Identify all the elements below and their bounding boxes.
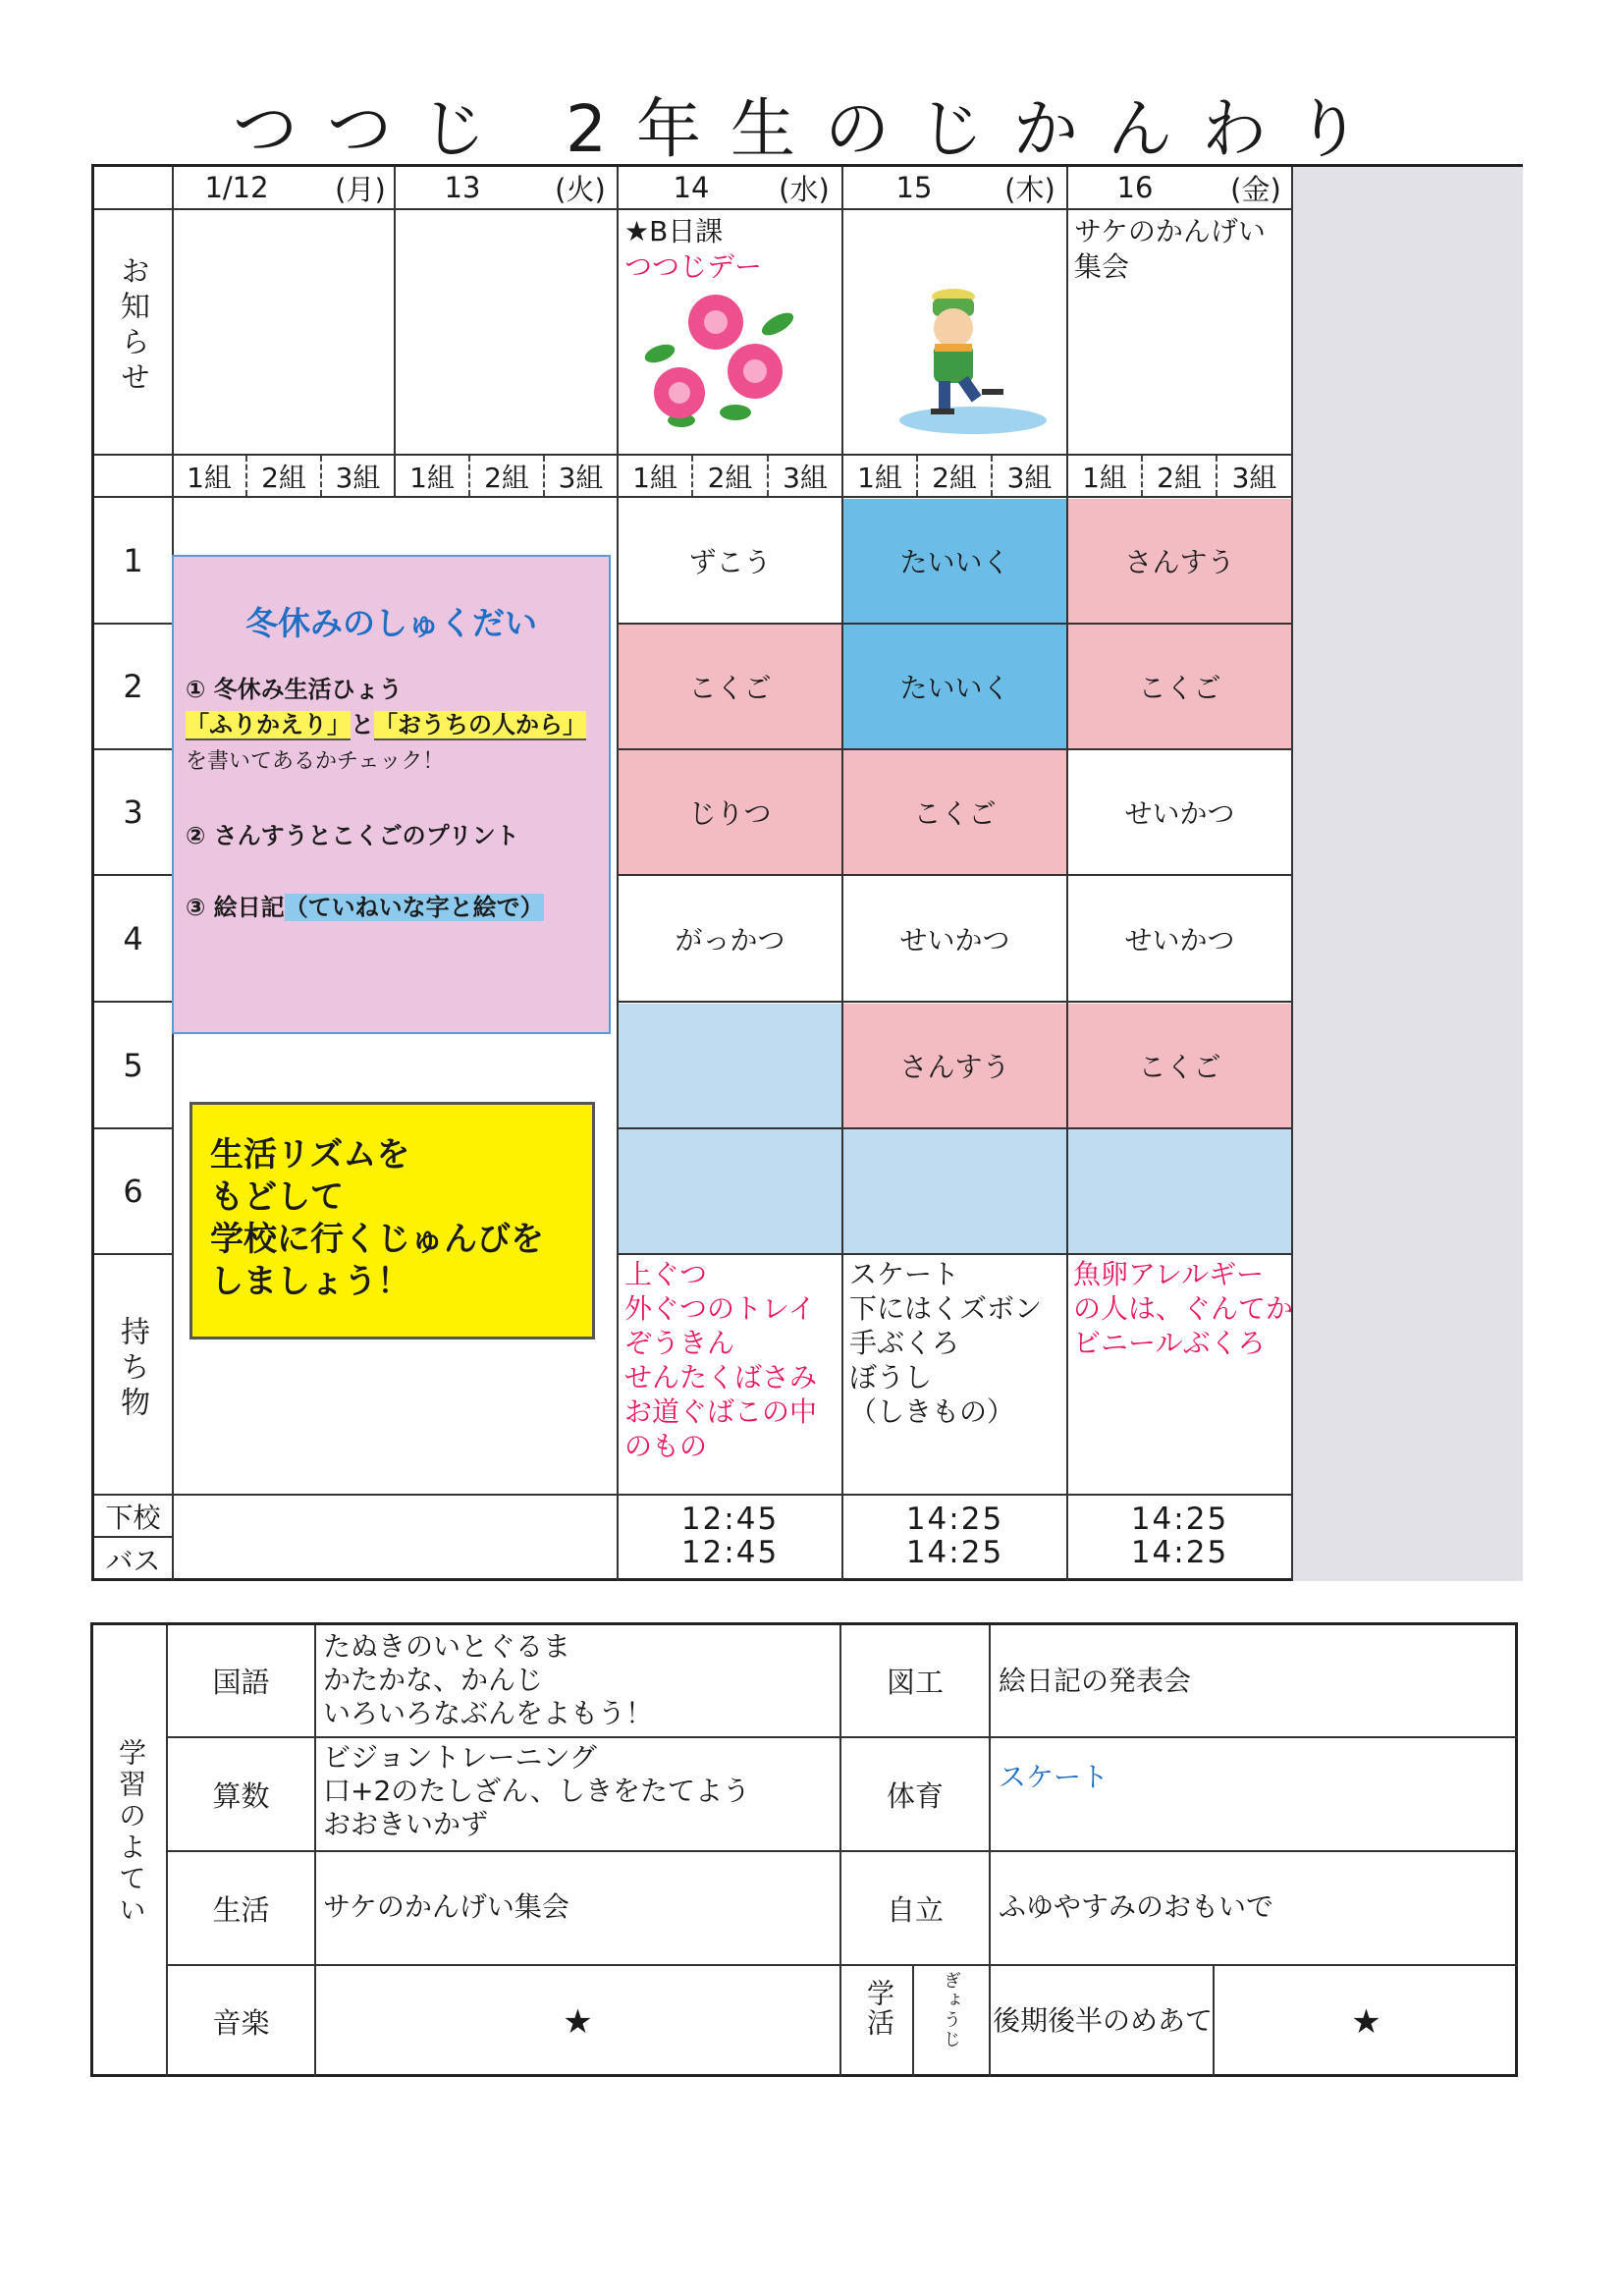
item-thu: 手ぶくろ — [849, 1327, 960, 1359]
kokugo-line: たぬきのいとぐるま — [323, 1630, 571, 1663]
kumi-label: 3組 — [335, 461, 381, 494]
day-dow-mon: (月) — [335, 172, 386, 206]
cell-shade — [1068, 1129, 1291, 1255]
kumi-label: 2組 — [707, 461, 753, 494]
ongaku-star: ★ — [563, 2001, 593, 2042]
item-fri: ビニールぶくろ — [1073, 1327, 1266, 1359]
jiritsu-line: ふゆやすみのおもいで — [999, 1890, 1274, 1923]
dismissal-label: 下校 — [105, 1501, 161, 1534]
sansu-line: おおきいかず — [323, 1808, 489, 1840]
subject-kokugo: 国語 — [212, 1666, 270, 1699]
item-wed: せんたくばさみ — [624, 1361, 818, 1394]
kumi-label: 2組 — [484, 461, 529, 494]
day-date-mon: 1/12 — [204, 171, 269, 204]
class-wed-1: ずこう — [688, 545, 772, 578]
item-wed: 上ぐつ — [624, 1258, 708, 1290]
cell-shade — [619, 1004, 841, 1129]
item-wed: ぞうきん — [624, 1327, 735, 1359]
item-wed: お道ぐばこの中 — [624, 1395, 818, 1428]
item-thu: （しきもの） — [849, 1395, 1015, 1428]
class-fri-4: せいかつ — [1124, 923, 1235, 957]
kumi-label: 1組 — [409, 461, 455, 494]
class-wed-4: がっかつ — [675, 923, 785, 957]
subject-sansu: 算数 — [212, 1778, 270, 1813]
kumi-label: 1組 — [857, 461, 902, 494]
notice-label: お知らせ — [115, 255, 149, 397]
homework-title: 冬休みのしゅくだい — [245, 604, 537, 642]
subject-seikatsu: 生活 — [212, 1892, 270, 1927]
period-number: 1 — [123, 541, 143, 579]
period-number: 5 — [123, 1046, 143, 1084]
subject-jiritsu: 自立 — [886, 1892, 944, 1927]
routine-reminder-box — [189, 1102, 595, 1339]
item-thu: ぼうし — [849, 1361, 933, 1394]
notice-fri-line1: サケのかんげい — [1074, 215, 1266, 247]
dismissal-time-thu: 14:25 — [905, 1502, 1004, 1537]
subject-ongaku: 音楽 — [212, 2006, 270, 2040]
bus-time-wed: 12:45 — [680, 1535, 780, 1570]
cell-shade — [619, 1129, 841, 1255]
learning-side-label: 学習のよてい — [115, 1738, 147, 1927]
cell-shade — [843, 1129, 1066, 1255]
highlight-family: 「おうちの人から」 — [374, 711, 586, 738]
class-fri-2: こくご — [1138, 672, 1221, 704]
item-wed: のもの — [624, 1430, 708, 1462]
class-thu-4: せいかつ — [899, 923, 1010, 957]
taiiku-line: スケート — [999, 1761, 1109, 1793]
dismissal-time-wed: 12:45 — [680, 1502, 780, 1537]
day-date-wed: 14 — [673, 171, 710, 204]
sansu-line: ビジョントレーニング — [323, 1741, 597, 1774]
gakkatsu-text: 後期後半のめあて — [993, 2004, 1214, 2037]
kumi-label: 3組 — [1006, 461, 1053, 494]
day-date-thu: 15 — [895, 171, 933, 204]
homework-item-2: ② さんすうとこくごのプリント — [186, 822, 519, 849]
highlight-neat: （ていねいな字と絵で） — [284, 894, 544, 921]
item-wed: 外ぐつのトレイ — [624, 1292, 816, 1325]
subject-zuko: 図工 — [886, 1666, 944, 1699]
learning-plan-table — [90, 1622, 1518, 2077]
day-dow-wed: (水) — [779, 172, 830, 206]
kokugo-line: かたかな、かんじ — [323, 1664, 544, 1696]
sansu-line: 口+2のたしざん、しきをたてよう — [323, 1775, 750, 1807]
azalea-flowers-illustration — [642, 285, 797, 432]
notice-wed-line2: つつじデー — [624, 250, 763, 283]
seikatsu-line: サケのかんげい集会 — [323, 1890, 569, 1923]
reminder-line: もどして — [210, 1177, 344, 1217]
notice-wed-line1: ★B日課 — [624, 215, 724, 247]
class-thu-1: たいいく — [899, 545, 1010, 578]
kumi-label: 2組 — [1157, 461, 1202, 494]
item3-text: ③ 絵日記 — [186, 894, 285, 921]
homework-item-1-detail — [186, 710, 586, 739]
gakkatsu-sub: ぎょうじ — [941, 1971, 961, 2050]
day-dow-fri: (金) — [1230, 172, 1281, 206]
homework-item-1-check: を書いてあるかチェック！ — [186, 749, 445, 774]
period-number: 3 — [123, 793, 143, 831]
class-fri-5: こくご — [1138, 1050, 1221, 1083]
day-date-fri: 16 — [1116, 171, 1154, 204]
class-thu-5: さんすう — [899, 1050, 1010, 1083]
item-fri: の人は、ぐんてか — [1073, 1292, 1294, 1325]
class-wed-3: じりつ — [688, 797, 772, 830]
kumi-label: 2組 — [261, 461, 306, 494]
zuko-line: 絵日記の発表会 — [999, 1665, 1192, 1697]
kokugo-line: いろいろなぶんをよもう！ — [323, 1697, 654, 1729]
subject-gakkatsu: 学活 — [863, 1979, 895, 2038]
item-thu: スケート — [849, 1258, 960, 1290]
item-thu: 下にはくズボン — [849, 1292, 1043, 1325]
reminder-line: 学校に行くじゅんびを — [210, 1220, 544, 1259]
class-thu-2: たいいく — [899, 672, 1010, 704]
period-number: 2 — [123, 668, 143, 705]
kumi-label: 3組 — [1231, 461, 1277, 494]
dismissal-time-fri: 14:25 — [1130, 1502, 1229, 1537]
class-fri-3: せいかつ — [1124, 797, 1235, 830]
kumi-label: 3組 — [558, 461, 604, 494]
period-number: 4 — [123, 919, 143, 957]
item-fri: 魚卵アレルギー — [1073, 1258, 1265, 1290]
kumi-label: 2組 — [932, 461, 977, 494]
day-dow-tue: (火) — [555, 172, 606, 206]
skating-child-illustration — [880, 287, 1047, 439]
reminder-line: 生活リズムを — [210, 1135, 410, 1175]
page-title: つつじ 2年生のじかんわり — [233, 91, 1390, 167]
subject-taiiku: 体育 — [886, 1778, 944, 1813]
day-dow-thu: (木) — [1004, 172, 1055, 206]
class-thu-3: こくご — [913, 797, 997, 830]
bus-time-thu: 14:25 — [905, 1535, 1004, 1570]
homework-item-3 — [186, 893, 544, 922]
day-date-tue: 13 — [444, 171, 481, 204]
connector-text: と — [351, 711, 374, 738]
reminder-line: しましょう！ — [210, 1262, 410, 1301]
bus-label: バス — [105, 1545, 161, 1577]
class-wed-2: こくご — [688, 672, 772, 704]
class-fri-1: さんすう — [1124, 545, 1235, 578]
bus-time-fri: 14:25 — [1130, 1535, 1229, 1570]
period-number: 6 — [123, 1173, 143, 1210]
homework-item-1: ① 冬休み生活ひょう — [186, 676, 403, 703]
notice-fri-line2: 集会 — [1074, 250, 1130, 283]
winter-homework-box — [172, 555, 611, 1034]
kumi-label: 1組 — [632, 461, 677, 494]
kumi-label: 3組 — [783, 461, 828, 494]
kumi-label: 1組 — [1082, 461, 1127, 494]
gakkatsu-star: ★ — [1351, 2001, 1381, 2042]
blank-column — [1291, 167, 1523, 1581]
kumi-label: 1組 — [187, 461, 232, 494]
items-label: 持ち物 — [115, 1316, 149, 1422]
highlight-reflection: 「ふりかえり」 — [186, 711, 351, 738]
